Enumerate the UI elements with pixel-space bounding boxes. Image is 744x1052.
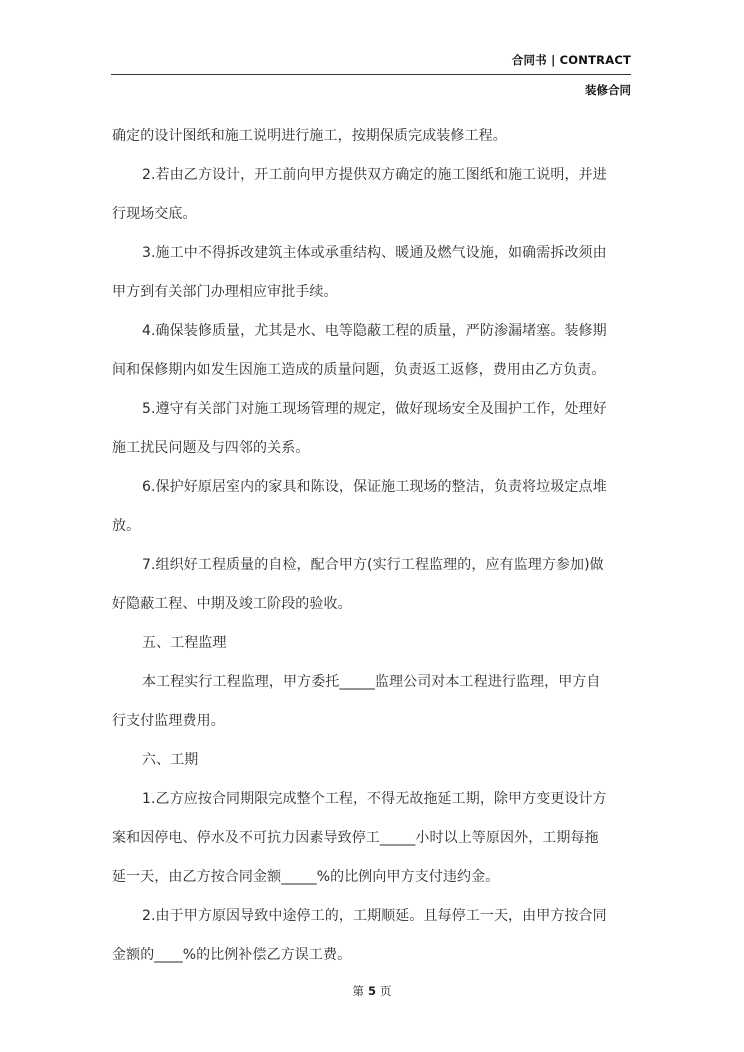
body-line: 2.由于甲方原因导致中途停工的，工期顺延。且每停工一天，由甲方按合同 [142, 908, 607, 924]
section-heading: 五、工程监理 [142, 635, 227, 651]
section-heading: 六、工期 [142, 752, 199, 768]
document-body [112, 117, 634, 975]
body-line: 6.保护好原居室内的家具和陈设，保证施工现场的整洁，负责将垃圾定点堆 [142, 479, 607, 495]
body-line: 间和保修期内如发生因施工造成的质量问题，负责返工返修，费用由乙方负责。 [112, 362, 606, 378]
body-line: 3.施工中不得拆改建筑主体或承重结构、暖通及燃气设施，如确需拆改须由 [142, 245, 607, 261]
body-line: 7.组织好工程质量的自检，配合甲方(实行工程监理的，应有监理方参加)做 [142, 557, 604, 573]
body-line: 金额的____%的比例补偿乙方误工费。 [112, 947, 352, 963]
page-footer [0, 983, 744, 999]
body-line: 案和因停电、停水及不可抗力因素导致停工_____小时以上等原因外，工期每拖 [112, 830, 599, 846]
body-line: 5.遵守有关部门对施工现场管理的规定，做好现场安全及围护工作，处理好 [142, 401, 607, 417]
header-subtitle: 装修合同 [585, 83, 631, 97]
body-line: 4.确保装修质量，尤其是水、电等隐蔽工程的质量，严防渗漏堵塞。装修期 [142, 323, 607, 339]
page-number: 5 [367, 984, 376, 998]
body-line: 2.若由乙方设计，开工前向甲方提供双方确定的施工图纸和施工说明，并进 [142, 167, 607, 183]
header-title: 合同书 | CONTRACT [511, 53, 631, 67]
body-line: 施工扰民问题及与四邻的关系。 [112, 440, 310, 456]
body-line: 1.乙方应按合同期限完成整个工程，不得无故拖延工期，除甲方变更设计方 [142, 791, 607, 807]
body-line: 本工程实行工程监理，甲方委托_____监理公司对本工程进行监理，甲方自 [142, 674, 601, 690]
body-line: 确定的设计图纸和施工说明进行施工，按期保质完成装修工程。 [112, 128, 507, 144]
header-divider [111, 74, 631, 75]
footer-prefix: 第 [352, 984, 364, 998]
body-line: 放。 [112, 518, 141, 534]
body-line: 甲方到有关部门办理相应审批手续。 [112, 284, 338, 300]
body-line: 延一天，由乙方按合同金额_____%的比例向甲方支付违约金。 [112, 869, 500, 885]
body-line: 好隐蔽工程、中期及竣工阶段的验收。 [112, 596, 352, 612]
footer-suffix: 页 [380, 984, 392, 998]
body-line: 行现场交底。 [112, 206, 197, 222]
body-line: 行支付监理费用。 [112, 713, 225, 729]
